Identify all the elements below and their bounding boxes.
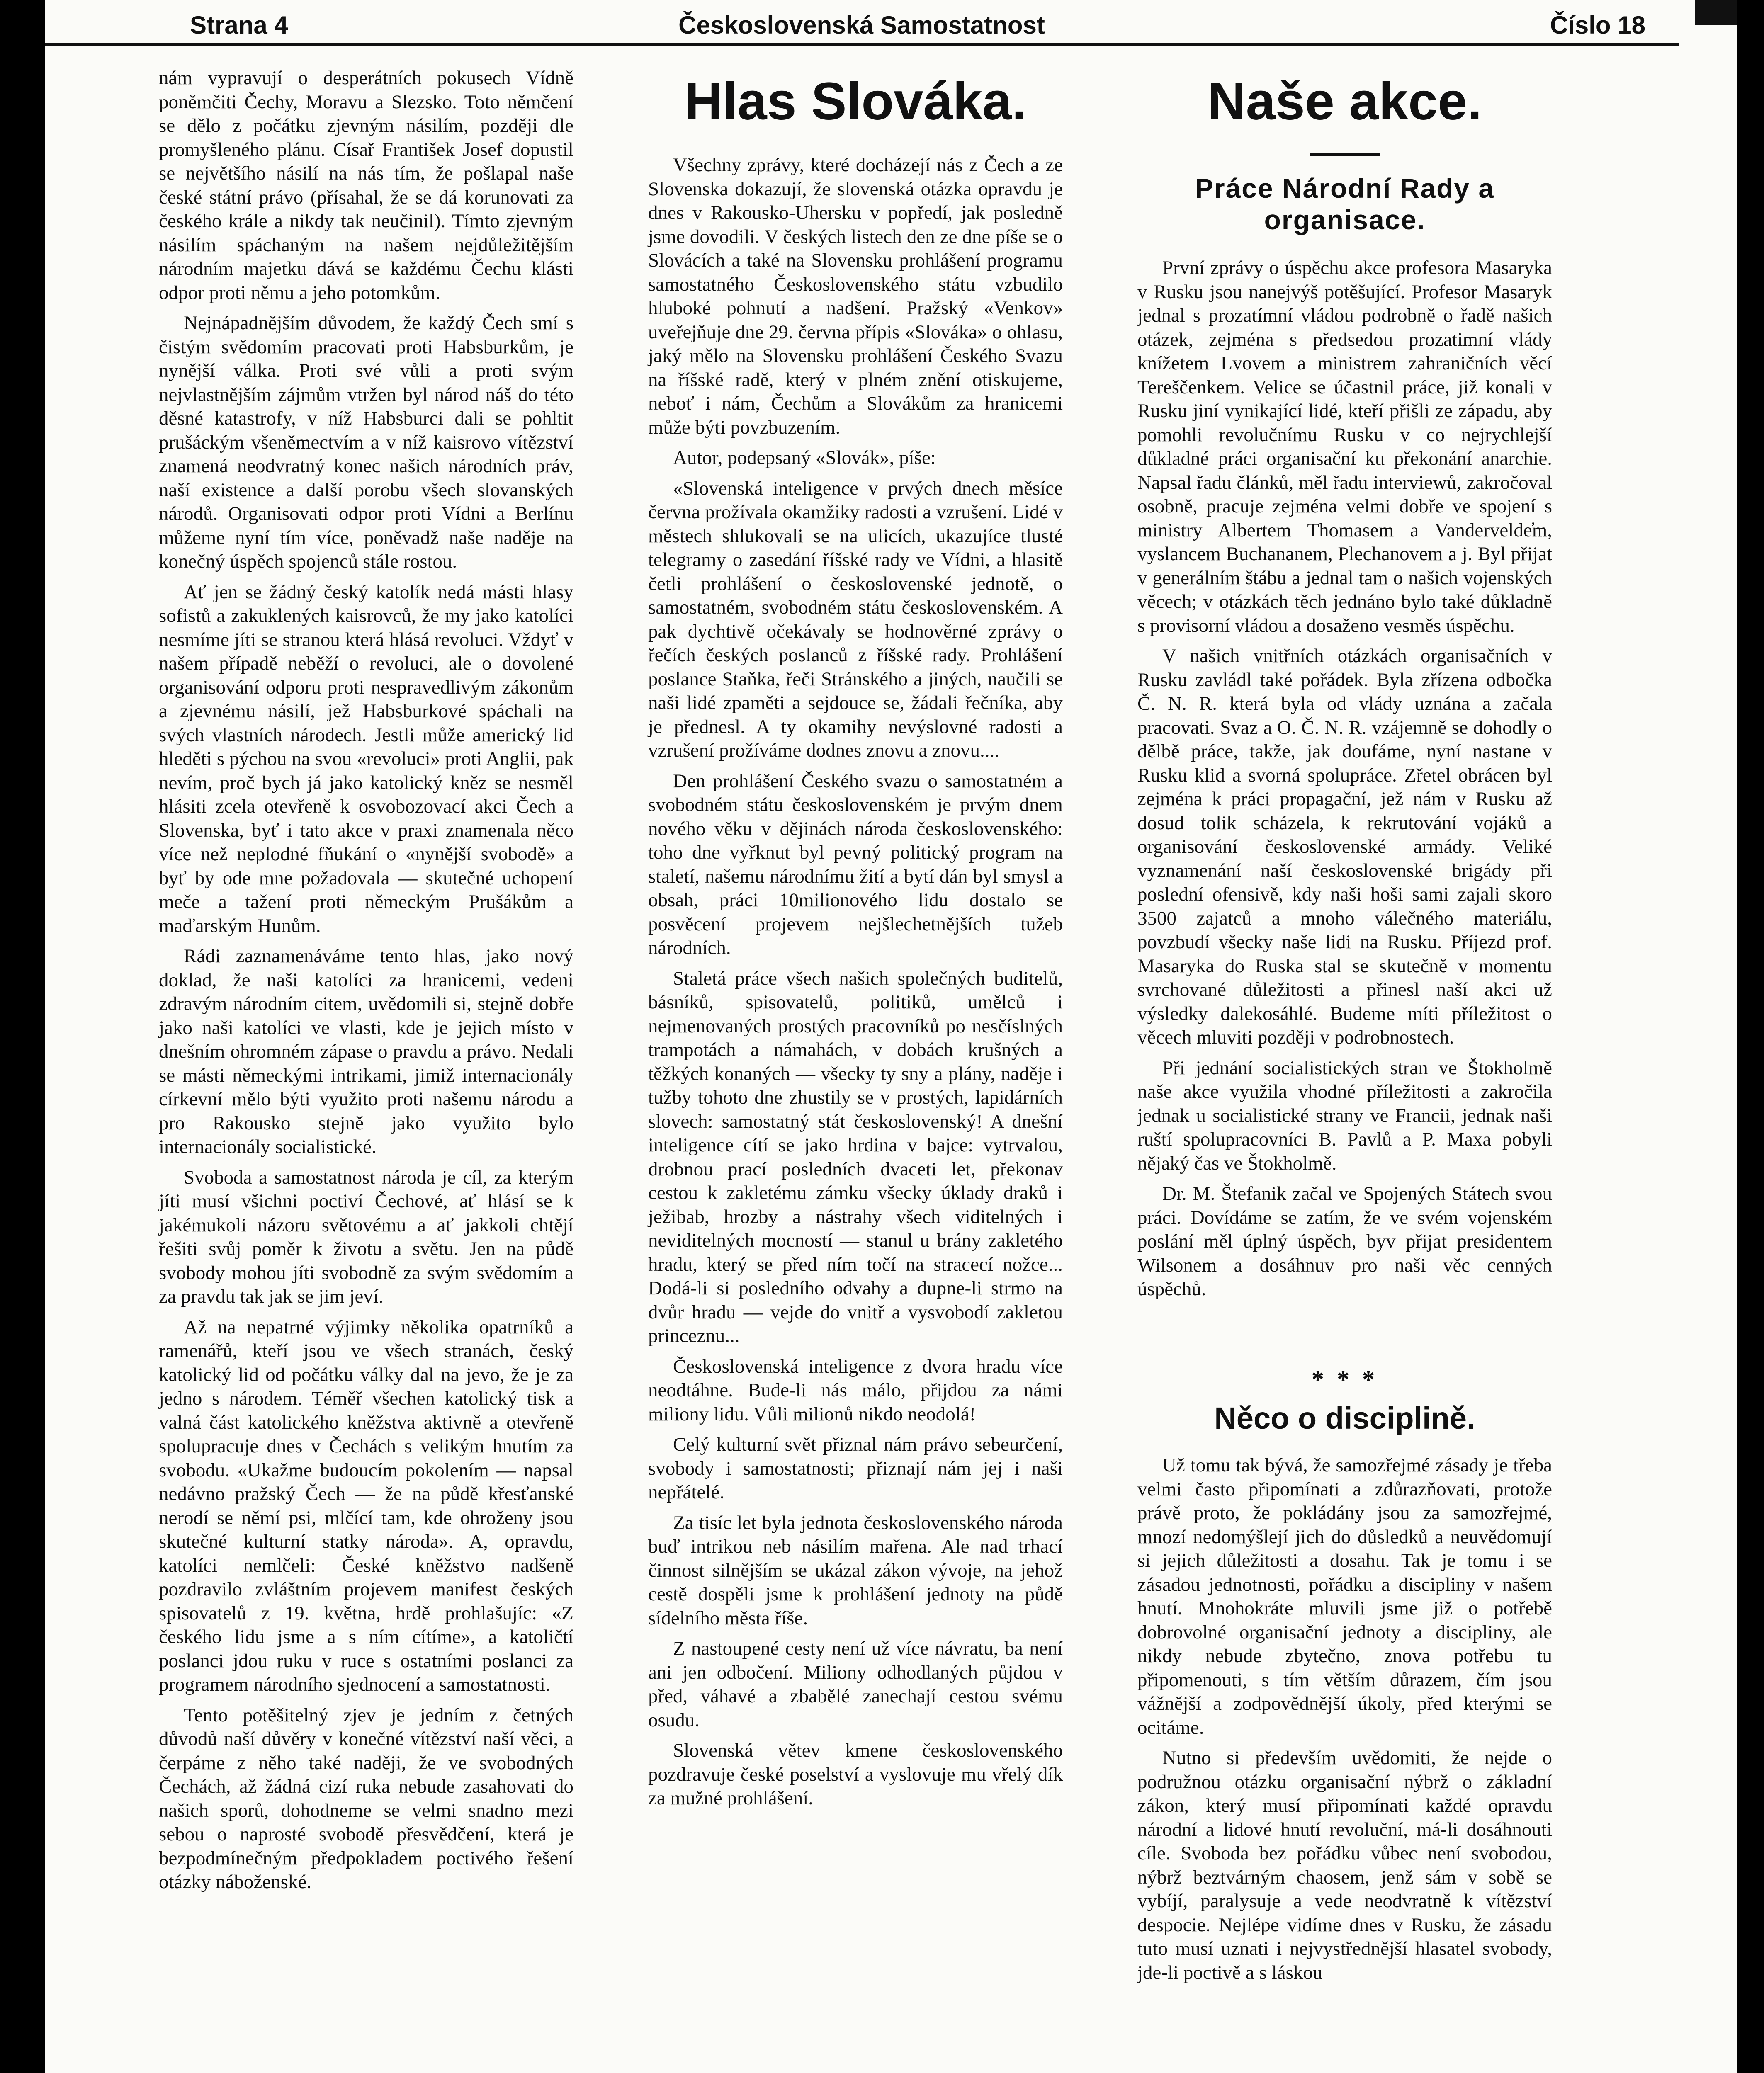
article-paragraph: Rádi zaznamenáváme tento hlas, jako nový doklad, že naši katolíci za hranicemi, vedeni zdravým národním citem, uvědomili si, stejně dobře jako naši katolíci ve vlasti, kde je jejich místo v dnešním ohromném zápase o pravdu a právo. Nedali se másti německými intrikami, jimiž internacionály církevní mělo býti využito proti našemu národu a pro Rakousko stejně jako využito bylo internacionály socialistické. [159, 945, 573, 1158]
page-header [45, 9, 1679, 46]
column-3-article [1137, 66, 1552, 1985]
article-paragraph: Autor, podepsaný «Slovák», píše: [673, 447, 936, 468]
scan-edge-mark [1695, 0, 1737, 25]
article-paragraph: Slovenská větev kmene československého pozdravuje české poselství a vyslovuje mu vřelý dík za mužné prohlášení. [648, 1740, 1063, 1809]
newspaper-page [45, 0, 1737, 2073]
article-subtitle: Práce Národní Rady a organisace. [1195, 173, 1495, 235]
column-1-article [159, 66, 573, 1894]
article-paragraph: Všechny zprávy, které docházejí nás z Čech a ze Slovenska dokazují, že slovenská otázka opravdu je dnes v Rakousko-Uhersku v popředí, jak posledně jsme dovodili. V českých listech den ze dne píše se o Slovácích a také na Slovensku prohlášení programu samostatného Československého státu vzbudilo hluboké pohnutí a nadšení. Pražský «Venkov» uveřejňuje dne 29. června přípis «Slováka» o ohlasu, jaký mělo na Slovensku prohlášení Českého Svazu na říšské radě, který v plném znění otiskujeme, neboť i nám, Čechům a Slovákům za hranicemi může býti povzbuzením. [648, 154, 1063, 438]
column-2-article [648, 66, 1063, 1811]
article-paragraph: Tento potěšitelný zjev je jedním z četných důvodů naší důvěry v konečné vítězství naší věci, a čerpáme z něho také naději, že ve svobodných Čechách, až žádná cizí ruka nebude zasahovati do našich sporů, dohodneme se velmi snadno mezi sebou o naprosté svobodě přesvědčení, která je bezpodmínečným předpokladem poctivého řešení otázky náboženské. [159, 1704, 573, 1893]
masthead-title: Československá Samostatnost [678, 11, 1045, 39]
title-divider [1310, 153, 1380, 156]
issue-number-label: Číslo 18 [1550, 11, 1645, 39]
article-paragraph: Celý kulturní svět přiznal nám právo sebeurčení, svobody i samostatnosti; přiznají nám jej i naši nepřátelé. [648, 1434, 1063, 1503]
article-paragraph: Staletá práce všech našich společných buditelů, básníků, spisovatelů, politiků, umělců i nejmenovaných prostých pracovníků po nesčíslných trampotách a námahách, v dobách krušných a těžkých konaných — všecky ty sny a plány, naděje i tužby tohoto dne zhustily se v prostých, lapidárních slovech: samostatný stát československý! A dnešní inteligence cítí se jako hrdina v bajce: vytrvalou, drobnou prací posledních dvaceti let, překonav cestou k zakletému zámku všecky úklady draků i ježibab, hrozby a nástrahy všech viditelných i neviditelných mocností — stanul u brány zakletého hradu, který se před ním točí na stracecí nožce... Dodá-li si posledního odvahy a dupne-li strmo na dvůr hradu — vejde do vnitř a vysvobodí zakletou princeznu... [648, 967, 1063, 1347]
article-paragraph: V našich vnitřních otázkách organisačních v Rusku zavládl také pořádek. Byla zřízena odbočka Č. N. R. která byla od vlády uznána a začala pracovati. Svaz a O. Č. N. R. vzájemně se dohodly o dělbě práce, takže, jak doufáme, nyní nastane v Rusku klid a svorná spolupráce. Zřetel obrácen byl zejména k práci propagační, jež nám v Rusku až dosud tolik scházela, k rekrutování vojáků a organisování československé armády. Veliké vyznamenání naší československé brigády při poslední ofensivě, kdy naši hoši sami zajali skoro 3500 zajatců a mnoho válečného materiálu, povzbudí všecky naše lidi na Rusku. Příjezd prof. Masaryka do Ruska stal se skutečně v momentu svrchované důležitosti a přinesl naší akci už výsledky dalekosáhlé. Budeme míti příležitost o věcech mluviti později v podrobnostech. [1137, 645, 1552, 1048]
article-paragraph: Za tisíc let byla jednota československého národa buď intrikou neb násilím mařena. Ale nad trhací činnost silnějším se ukázal zákon vývoje, na jehož cestě dospěli jsme k prohlášení jednoty na půdě sídelního města říše. [648, 1512, 1063, 1629]
article-paragraph: Už tomu tak bývá, že samozřejmé zásady je třeba velmi často připomínati a zdůrazňovati, protože právě proto, že pokládány jsou za samozřejmé, mnozí nedomýšlejí jich do důsledků a neuvědomují si jejich důležitosti a dosahu. Tak je tomu i se zásadou jednotnosti, pořádku a discipliny v našem hnutí. Mnohokráte mluvili jsme již o potřebě dobrovolné organisační jednoty a discipliny, ale nikdy nebude zbytečno, znova potřebu tu připomenouti, s tím větším důrazem, čím jsou vážnější a zodpovědnější úkoly, před kterými se ocitáme. [1137, 1454, 1552, 1738]
article-paragraph: Při jednání socialistických stran ve Štokholmě naše akce využila vhodné příležitosti a zakročila jednak u socialistické strany ve Francii, jednak naši ruští spolupracovníci B. Pavlů a P. Maxa pobyli nějaký čas ve Štokholmě. [1137, 1057, 1552, 1174]
article-title-nase-akce: Naše akce. [1208, 72, 1482, 131]
article-paragraph: Dr. M. Štefanik začal ve Spojených Státech svou práci. Dovídáme se zatím, že ve svém vojenském poslání měl úplný úspěch, byv přijat presidentem Wilsonem a dosáhnuv pro naši věc cenných úspěchů. [1137, 1183, 1552, 1300]
section-title-disciplina: Něco o disciplině. [1214, 1401, 1475, 1435]
section-separator-asterisks: * * * [1312, 1365, 1378, 1393]
article-title-hlas-slovaka: Hlas Slováka. [684, 72, 1027, 131]
page-number-label: Strana 4 [190, 11, 288, 39]
article-paragraph: Nutno si především uvědomiti, že nejde o podružnou otázku organisační nýbrž o základní zákon, který musí připomínati každé opravdu národní a lidové hnutí revoluční, má-li dosáhnouti cíle. Svoboda bez pořádku vůbec není svobodou, nýbrž beztvárným chaosem, jenž sám v sobě se vybíjí, paralysuje a vede neodvratně k vítězství despocie. Nejlépe vidíme dnes v Rusku, že zásadu tuto musí uznati i nejvystřednější hlasatel svobody, jde-li poctivě a s láskou [1137, 1747, 1552, 1983]
article-paragraph: Československá inteligence z dvora hradu více neodtáhne. Bude-li nás málo, přijdou za námi miliony lidu. Vůli milionů nikdo neodolá! [648, 1355, 1063, 1425]
article-paragraph: První zprávy o úspěchu akce profesora Masaryka v Rusku jsou nanejvýš potěšující. Profesor Masaryk jednal s prozatímní vládou podrobně o řadě našich otázek, zejména s předsedou prozatimní vlády knížetem Lvovem a ministrem zahraničních věcí Tereščenkem. Velice se účastnil práce, již konali v Rusku jiní vynikající lidé, kteří přišli ze západu, aby pomohli revolučnímu Rusku v co nejrychlejší důkladné práci organisační ku překonání anarchie. Napsal řadu článků, měl řadu interviewů, zakročoval osobně, pracuje zejména velmi dobře ve spojení s ministry Albertem Thomasem a Vandervelde̕m, vyslancem Buchananem, Plechanovem a j. Byl přijat v generálním štábu a jednal tam o našich vojenských věcech; v otázkách těch jednáno bylo také důkladně s provisorní vládou a dosaženo vesměs úspěchu. [1137, 257, 1552, 636]
article-paragraph: Ať jen se žádný český katolík nedá másti hlasy sofistů a zakuklených kaisrovců, že my jako katolíci nesmíme jíti se stranou která hlásá revoluci. Vždyť v našem případě neběží o revoluci, ale o dovolené organisování odporu proti nespravedlivým zákonům a zjevnému násilí, jež Habsburkové spáchali na svých vlastních národech. Jestli může americký lid hleděti s pýchou na svou «revoluci» proti Anglii, pak nevím, proč bych já jako katolický kněz se nesměl hlásiti zcela otevřeně k osvobozovací akci Čech a Slovenska, byť i tato akce v praxi znamenala něco více než neplodné fňukání o «nynější svobodě» a byť by ode mne požadovala — skutečné uchopení meče a tažení proti německým Prušákům a maďarským Hunům. [159, 581, 573, 937]
article-paragraph: «Slovenská inteligence v prvých dnech měsíce června prožívala okamžiky radosti a vzrušení. Lidé v městech shlukovali se na ulicích, ukazujíce tlusté telegramy o zasedání říšské rady ve Vídni, a hlasitě četli prohlášení o československé jednotě, o samostatném, svobodném státu československém. A pak dychtivě očekávaly se hodnověrné zprávy o řečích českých poslanců z říšské rady. Prohlášení poslance Staňka, řeči Stránského a jiných, naučili se naši lidé zpaměti a sejdouce se, žádali řečníka, aby je přednesl. A ty okamihy nevýslovné radosti a vzrušení prožíváme dodnes znovu a znovu.... [648, 477, 1063, 761]
article-paragraph: Z nastoupené cesty není už více návratu, ba není ani jen odbočení. Miliony odhodlaných půjdou v před, váhavé a zbabělé zanechají cestou svému osudu. [648, 1638, 1063, 1731]
article-paragraph: Svoboda a samostatnost národa je cíl, za kterým jíti musí všichni poctiví Čechové, ať hlásí se k jakémukoli názoru světovému a ať jakkoli chtějí řešiti svůj poměr k životu a světu. Jen na půdě svobody mohou jíti svobodně za svým svědomím a za pravdu tak jak se jim jeví. [159, 1166, 573, 1307]
article-paragraph: Až na nepatrné výjimky několika opatrníků a ramenářů, kteří jsou ve všech stranách, český katolický lid od počátku války dal na jevo, že je za jedno s národem. Téměř všechen katolický tisk a valná část katolického kněžstva aktivně a otevřeně spolupracuje dnes v Čechách s velikým hnutím za svobodu. «Ukažme budoucím pokolením — napsal nedávno pražský Čech — že na půdě křesťanské nerodí se němí psi, mlčící tam, kde ohroženy jsou skutečné kulturní statky národa». A, opravdu, katolíci nemlčeli: České kněžstvo nadšeně pozdravilo zvláštním projevem manifest českých spisovatelů z 19. května, hrdě prohlašujíc: «Z českého lidu jsme a s ním cítíme», a katoličtí poslanci jdou ruku v ruce s ostatními poslanci za programem národního sjednocení a samostatnosti. [159, 1316, 573, 1695]
article-paragraph: Nejnápadnějším důvodem, že každý Čech smí s čistým svědomím pracovati proti Habsburkům, je nynější válka. Proti své vůli a proti svým nejvlastnějším zájmům vtržen byl národ náš do této děsné katastrofy, v níž Habsburci dali se pohltit prušáckým všeněmectvím a v níž kaisrovo vítězství znamená neodvratný konec našich národních práv, naší existence a další porobu všech slovanských národů. Organisovati odpor proti Vídni a Berlínu můžeme nyní tím více, poněvadž naše naděje na konečný úspěch spojenců stále rostou. [159, 312, 573, 572]
article-paragraph: Den prohlášení Českého svazu o samostatném a svobodném státu československém je prvým dnem nového věku v dějinách národa československého: toho dne vyřknut byl pevný politický program na staletí, našemu národnímu žití a bytí dán byl smysl a obsah, práci 10milionového lidu dostalo se posvěcení projevem nejšlechetnějších tužeb národních. [648, 770, 1063, 959]
article-paragraph: nám vypravují o desperátních pokusech Vídně poněmčiti Čechy, Moravu a Slezsko. Toto němčení se dělo z počátku zjevným násilím, později dle promyšleného plánu. Císař František Josef dopustil se největšího násilí na nás tím, že pošlapal naše české státní právo (přísahal, že se dá korunovati za českého krále a nikdy tak neučinil). Tímto zjevným násilím spáchaným na našem nejdůležitějším národním majetku dává se každému Čechu klásti odpor proti němu a jeho potomkům. [159, 67, 573, 303]
